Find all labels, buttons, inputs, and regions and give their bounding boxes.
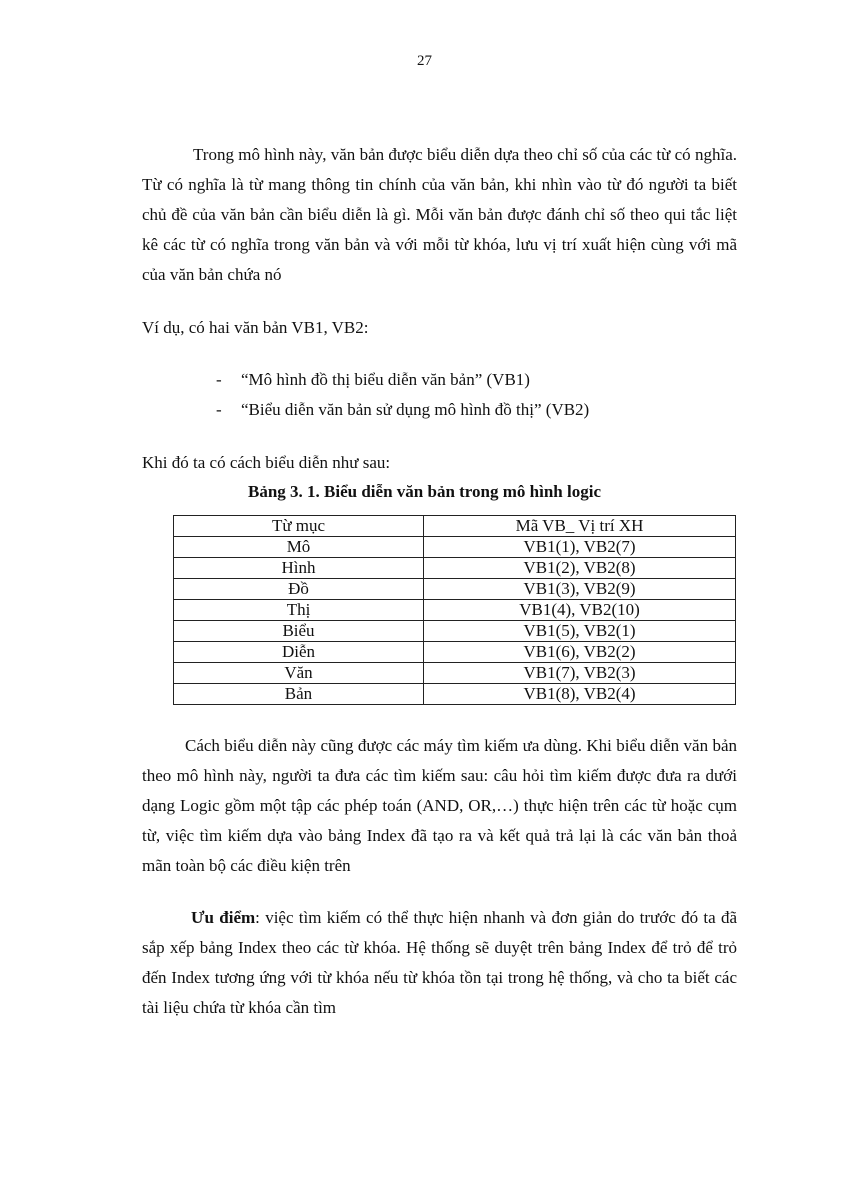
term-cell: Hình (174, 558, 424, 579)
table-header-row (174, 516, 736, 537)
table-row (174, 642, 736, 663)
example-item-vb1 (216, 365, 589, 395)
index-table (173, 515, 736, 705)
position-cell: VB1(6), VB2(2) (424, 642, 736, 663)
example-text: “Mô hình đồ thị biểu diễn văn bản” (VB1) (241, 370, 530, 389)
table-row (174, 579, 736, 600)
table-row (174, 663, 736, 684)
advantage-text: : việc tìm kiếm có thể thực hiện nhanh và đơn giản do trước đó ta đã sắp xếp bảng Index theo các từ khóa. Hệ thống sẽ duyệt trên bảng Index để trỏ để trỏ đến Index tương ứng với từ khóa nếu từ khóa tồn tại trong hệ thống, và cho ta biết các tài liệu chứa từ khóa cần tìm (142, 908, 737, 1017)
term-cell: Mô (174, 537, 424, 558)
example-list (216, 365, 589, 425)
table-row (174, 621, 736, 642)
term-cell: Diễn (174, 642, 424, 663)
paragraph-search-usage: Cách biểu diễn này cũng được các máy tìm kiếm ưa dùng. Khi biểu diễn văn bản theo mô hình này, người ta đưa các tìm kiếm sau: câu hỏi tìm kiếm được đưa ra dưới dạng Logic gồm một tập các phép toán (AND, OR,…) thực hiện trên các từ hoặc cụm từ, việc tìm kiếm dựa vào bảng Index đã tạo ra và kết quả trả lại là các văn bản thoả mãn toàn bộ các điều kiện trên (142, 736, 737, 875)
advantage-label: Ưu điểm (191, 908, 256, 927)
header-term: Từ mục (174, 516, 424, 537)
table-row (174, 600, 736, 621)
table-row (174, 558, 736, 579)
term-cell: Biểu (174, 621, 424, 642)
term-cell: Văn (174, 663, 424, 684)
table-row (174, 684, 736, 705)
header-doc-position: Mã VB_ Vị trí XH (424, 516, 736, 537)
table-caption: Bảng 3. 1. Biểu diễn văn bản trong mô hình logic (248, 482, 601, 501)
position-cell: VB1(5), VB2(1) (424, 621, 736, 642)
paragraph-advantage (142, 903, 737, 1023)
term-cell: Bản (174, 684, 424, 705)
example-text: “Biểu diễn văn bản sử dụng mô hình đồ thị” (VB2) (241, 400, 590, 419)
term-cell: Thị (174, 600, 424, 621)
example-item-vb2 (216, 395, 589, 425)
bullet-dash: - (216, 400, 222, 419)
term-cell: Đồ (174, 579, 424, 600)
page-number: 27 (417, 53, 432, 69)
position-cell: VB1(1), VB2(7) (424, 537, 736, 558)
position-cell: VB1(3), VB2(9) (424, 579, 736, 600)
table-row (174, 537, 736, 558)
paragraph-vector-model-intro: Trong mô hình này, văn bản được biểu diễn dựa theo chỉ số của các từ có nghĩa. Từ có nghĩa là từ mang thông tin chính của văn bản, khi nhìn vào từ đó người ta biết chủ đề của văn bản cần biểu diễn là gì. Mỗi văn bản được đánh chỉ số theo qui tắc liệt kê các từ có nghĩa trong văn bản và với mỗi từ khóa, lưu vị trí xuất hiện cùng với mã của văn bản chứa nó (142, 145, 737, 284)
example-intro: Ví dụ, có hai văn bản VB1, VB2: (142, 318, 369, 337)
position-cell: VB1(7), VB2(3) (424, 663, 736, 684)
bullet-dash: - (216, 370, 222, 389)
position-cell: VB1(8), VB2(4) (424, 684, 736, 705)
position-cell: VB1(2), VB2(8) (424, 558, 736, 579)
representation-intro: Khi đó ta có cách biểu diễn như sau: (142, 453, 391, 472)
position-cell: VB1(4), VB2(10) (424, 600, 736, 621)
